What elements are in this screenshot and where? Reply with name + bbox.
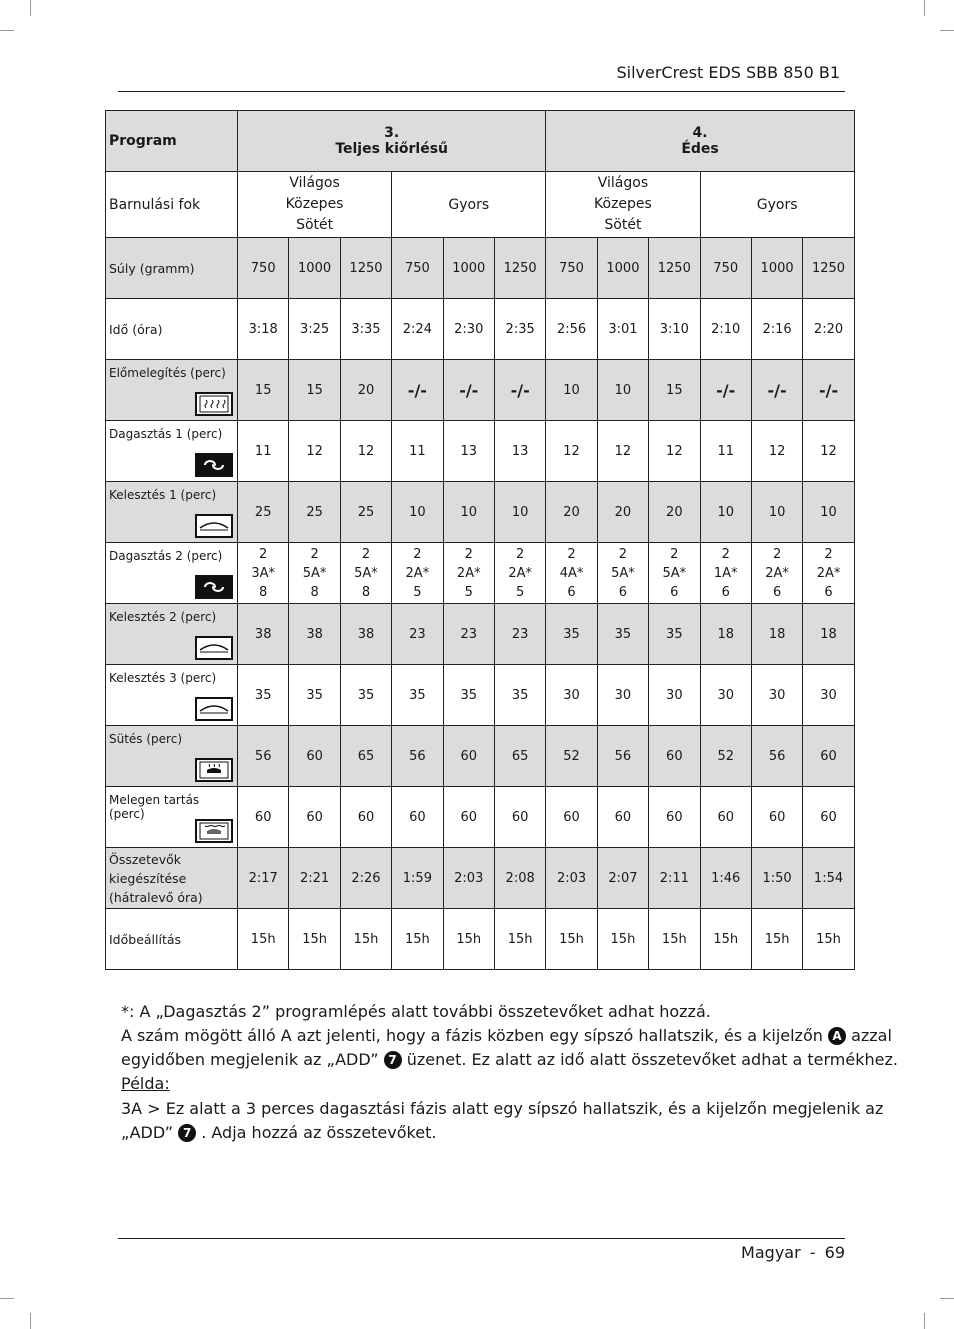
program-table bbox=[105, 110, 855, 970]
rise-icon bbox=[195, 514, 233, 538]
row-label: Idő (óra) bbox=[106, 299, 238, 360]
table-cell: 52 bbox=[546, 726, 597, 787]
table-cell: 2:07 bbox=[597, 848, 648, 909]
table-cell: 35 bbox=[392, 665, 443, 726]
table-cell: 12 bbox=[803, 421, 854, 482]
row-label: Összetevők kiegészítése (hátralevő óra) bbox=[106, 848, 238, 909]
table-cell: 15h bbox=[238, 909, 289, 970]
table-cell: 2 2A* 5 bbox=[392, 543, 443, 604]
table-cell: 52 bbox=[700, 726, 751, 787]
crop-mark bbox=[30, 0, 31, 16]
table-cell: 12 bbox=[340, 421, 391, 482]
table-cell: 30 bbox=[803, 665, 854, 726]
table-cell: 13 bbox=[443, 421, 494, 482]
note-line-3: egyidőben megjelenik az „ADD” 7 üzenet. Ez alatt az idő alatt összetevőket adhat a termékhez. bbox=[121, 1050, 898, 1069]
row-label: Dagasztás 2 (perc) bbox=[106, 543, 238, 604]
table-cell: 18 bbox=[803, 604, 854, 665]
table-cell: 10 bbox=[597, 360, 648, 421]
table-cell: 3:18 bbox=[238, 299, 289, 360]
display-marker-icon: A bbox=[828, 1027, 846, 1045]
row-label: Kelesztés 1 (perc) bbox=[106, 482, 238, 543]
table-cell: 2:30 bbox=[443, 299, 494, 360]
table-cell: 2:35 bbox=[494, 299, 545, 360]
table-cell: 60 bbox=[751, 787, 802, 848]
table-cell: 15 bbox=[289, 360, 340, 421]
page-number: 69 bbox=[824, 1243, 845, 1262]
table-cell: 60 bbox=[546, 787, 597, 848]
table-cell: 15 bbox=[238, 360, 289, 421]
add-marker-icon: 7 bbox=[384, 1051, 402, 1069]
browning-levels: Világos Közepes Sötét bbox=[238, 172, 392, 238]
table-cell: 60 bbox=[803, 787, 854, 848]
footer-rule bbox=[118, 1238, 845, 1239]
crop-mark bbox=[30, 1313, 31, 1329]
table-cell: 15h bbox=[751, 909, 802, 970]
table-cell: 10 bbox=[546, 360, 597, 421]
crop-mark bbox=[924, 0, 925, 16]
table-cell: 23 bbox=[392, 604, 443, 665]
row-label: Súly (gramm) bbox=[106, 238, 238, 299]
table-cell: 1000 bbox=[751, 238, 802, 299]
table-cell: 38 bbox=[340, 604, 391, 665]
table-cell: 11 bbox=[392, 421, 443, 482]
table-cell: 20 bbox=[340, 360, 391, 421]
table-cell: 3:01 bbox=[597, 299, 648, 360]
table-cell: 15h bbox=[392, 909, 443, 970]
table-cell: 1:54 bbox=[803, 848, 854, 909]
footer-language: Magyar bbox=[741, 1243, 801, 1262]
table-cell: 12 bbox=[546, 421, 597, 482]
table-row bbox=[106, 848, 855, 909]
table-cell: 30 bbox=[700, 665, 751, 726]
table-cell: 2 5A* 8 bbox=[340, 543, 391, 604]
table-cell: 35 bbox=[238, 665, 289, 726]
row-label: Előmelegítés (perc) bbox=[106, 360, 238, 421]
table-cell: 2 2A* 5 bbox=[494, 543, 545, 604]
row-label: Kelesztés 2 (perc) bbox=[106, 604, 238, 665]
table-cell: 23 bbox=[443, 604, 494, 665]
browning-label: Barnulási fok bbox=[106, 172, 238, 238]
table-cell: 60 bbox=[443, 787, 494, 848]
table-cell: 1:50 bbox=[751, 848, 802, 909]
table-row bbox=[106, 360, 855, 421]
table-cell: 60 bbox=[649, 787, 700, 848]
table-cell: 2:56 bbox=[546, 299, 597, 360]
table-row bbox=[106, 665, 855, 726]
table-cell: 20 bbox=[649, 482, 700, 543]
note-line-6: „ADD” 7 . Adja hozzá az összetevőket. bbox=[121, 1123, 437, 1142]
table-cell: 25 bbox=[340, 482, 391, 543]
page-footer bbox=[741, 1243, 845, 1262]
table-cell: 10 bbox=[751, 482, 802, 543]
table-cell: -/- bbox=[392, 360, 443, 421]
table-cell: 2:11 bbox=[649, 848, 700, 909]
knead-icon bbox=[195, 575, 233, 599]
knead-icon bbox=[195, 453, 233, 477]
table-cell: 38 bbox=[289, 604, 340, 665]
table-cell: 1250 bbox=[340, 238, 391, 299]
table-cell: 15h bbox=[649, 909, 700, 970]
table-cell: 2 5A* 8 bbox=[289, 543, 340, 604]
table-cell: 2 2A* 6 bbox=[803, 543, 854, 604]
table-cell: 12 bbox=[649, 421, 700, 482]
table-cell: 1250 bbox=[494, 238, 545, 299]
table-cell: 2 5A* 6 bbox=[649, 543, 700, 604]
rise-icon bbox=[195, 636, 233, 660]
table-cell: 750 bbox=[392, 238, 443, 299]
table-cell: 1:59 bbox=[392, 848, 443, 909]
program-label: Program bbox=[106, 111, 238, 172]
row-label: Melegen tartás (perc) bbox=[106, 787, 238, 848]
table-cell: 35 bbox=[546, 604, 597, 665]
table-cell: 56 bbox=[392, 726, 443, 787]
table-cell: 56 bbox=[751, 726, 802, 787]
program-3-header: 3. Teljes kiőrlésű bbox=[238, 111, 546, 172]
table-cell: 2 2A* 6 bbox=[751, 543, 802, 604]
table-cell: 30 bbox=[546, 665, 597, 726]
table-cell: 60 bbox=[700, 787, 751, 848]
table-cell: 60 bbox=[597, 787, 648, 848]
row-label: Kelesztés 3 (perc) bbox=[106, 665, 238, 726]
table-cell: 2 4A* 6 bbox=[546, 543, 597, 604]
note-line-1: *: A „Dagasztás 2” programlépés alatt további összetevőket adhat hozzá. bbox=[121, 1002, 711, 1021]
table-cell: 15h bbox=[546, 909, 597, 970]
table-cell: 35 bbox=[340, 665, 391, 726]
table-cell: 20 bbox=[546, 482, 597, 543]
table-cell: 60 bbox=[340, 787, 391, 848]
table-cell: 18 bbox=[700, 604, 751, 665]
table-cell: 11 bbox=[238, 421, 289, 482]
table-cell: 60 bbox=[494, 787, 545, 848]
table-cell: 2:24 bbox=[392, 299, 443, 360]
table-cell: 30 bbox=[751, 665, 802, 726]
table-cell: 15h bbox=[494, 909, 545, 970]
table-row bbox=[106, 299, 855, 360]
table-cell: 30 bbox=[597, 665, 648, 726]
table-cell: 2:03 bbox=[443, 848, 494, 909]
table-cell: 1000 bbox=[597, 238, 648, 299]
table-row bbox=[106, 726, 855, 787]
table-row bbox=[106, 238, 855, 299]
table-cell: 1:46 bbox=[700, 848, 751, 909]
table-cell: 15h bbox=[803, 909, 854, 970]
crop-mark bbox=[940, 1298, 954, 1299]
page-header-title: SilverCrest EDS SBB 850 B1 bbox=[616, 63, 840, 82]
table-cell: 60 bbox=[238, 787, 289, 848]
table-cell: 35 bbox=[443, 665, 494, 726]
preheat-icon bbox=[195, 392, 233, 416]
table-cell: 35 bbox=[494, 665, 545, 726]
table-cell: 25 bbox=[238, 482, 289, 543]
table-cell: 65 bbox=[340, 726, 391, 787]
row-label: Időbeállítás bbox=[106, 909, 238, 970]
browning-fast: Gyors bbox=[700, 172, 854, 238]
table-cell: 15 bbox=[649, 360, 700, 421]
table-cell: -/- bbox=[803, 360, 854, 421]
table-cell: -/- bbox=[700, 360, 751, 421]
table-cell: 2 1A* 6 bbox=[700, 543, 751, 604]
browning-levels: Világos Közepes Sötét bbox=[546, 172, 700, 238]
table-cell: 10 bbox=[803, 482, 854, 543]
table-cell: 2:26 bbox=[340, 848, 391, 909]
table-cell: 11 bbox=[700, 421, 751, 482]
note-line-2: A szám mögött álló A azt jelenti, hogy a fázis közben egy sípszó hallatszik, és a kijelzőn A azzal bbox=[121, 1026, 892, 1045]
table-cell: 18 bbox=[751, 604, 802, 665]
table-cell: 10 bbox=[700, 482, 751, 543]
table-cell: 30 bbox=[649, 665, 700, 726]
table-cell: 1250 bbox=[803, 238, 854, 299]
table-cell: 2 5A* 6 bbox=[597, 543, 648, 604]
table-cell: 60 bbox=[392, 787, 443, 848]
table-cell: 1000 bbox=[289, 238, 340, 299]
table-cell: 15h bbox=[597, 909, 648, 970]
table-cell: 56 bbox=[597, 726, 648, 787]
rise-icon bbox=[195, 697, 233, 721]
crop-mark bbox=[0, 1298, 14, 1299]
crop-mark bbox=[940, 30, 954, 31]
table-cell: 65 bbox=[494, 726, 545, 787]
table-cell: 1000 bbox=[443, 238, 494, 299]
table-cell: 60 bbox=[803, 726, 854, 787]
note-line-5: 3A > Ez alatt a 3 perces dagasztási fázis alatt egy sípszó hallatszik, és a kijelzőn megjelenik az bbox=[121, 1099, 884, 1118]
table-cell: 15h bbox=[340, 909, 391, 970]
table-cell: 15h bbox=[443, 909, 494, 970]
crop-mark bbox=[924, 1313, 925, 1329]
bake-icon bbox=[195, 758, 233, 782]
table-cell: 12 bbox=[597, 421, 648, 482]
table-cell: 2 2A* 5 bbox=[443, 543, 494, 604]
table-cell: 10 bbox=[392, 482, 443, 543]
add-marker-icon: 7 bbox=[178, 1124, 196, 1142]
table-cell: 35 bbox=[597, 604, 648, 665]
table-cell: -/- bbox=[443, 360, 494, 421]
crop-mark bbox=[0, 30, 14, 31]
table-cell: 12 bbox=[289, 421, 340, 482]
header-rule bbox=[118, 91, 845, 92]
table-cell: 20 bbox=[597, 482, 648, 543]
table-cell: 3:10 bbox=[649, 299, 700, 360]
row-label: Sütés (perc) bbox=[106, 726, 238, 787]
footer-separator: - bbox=[809, 1243, 816, 1262]
table-cell: 2:16 bbox=[751, 299, 802, 360]
table-cell: 56 bbox=[238, 726, 289, 787]
table-cell: 3:25 bbox=[289, 299, 340, 360]
table-cell: 35 bbox=[289, 665, 340, 726]
table-row bbox=[106, 421, 855, 482]
table-cell: 23 bbox=[494, 604, 545, 665]
table-cell: 60 bbox=[649, 726, 700, 787]
table-row bbox=[106, 909, 855, 970]
table-row bbox=[106, 604, 855, 665]
example-label: Példa: bbox=[121, 1074, 170, 1093]
table-cell: 750 bbox=[700, 238, 751, 299]
table-row bbox=[106, 482, 855, 543]
table-cell: 13 bbox=[494, 421, 545, 482]
table-cell: 38 bbox=[238, 604, 289, 665]
table-cell: -/- bbox=[751, 360, 802, 421]
table-cell: 2:10 bbox=[700, 299, 751, 360]
table-cell: 10 bbox=[443, 482, 494, 543]
browning-fast: Gyors bbox=[392, 172, 546, 238]
table-cell: 60 bbox=[443, 726, 494, 787]
row-label: Dagasztás 1 (perc) bbox=[106, 421, 238, 482]
table-cell: 2:17 bbox=[238, 848, 289, 909]
table-cell: 2:21 bbox=[289, 848, 340, 909]
table-cell: 15h bbox=[289, 909, 340, 970]
program-4-header: 4. Édes bbox=[546, 111, 854, 172]
table-cell: 12 bbox=[751, 421, 802, 482]
table-cell: 750 bbox=[238, 238, 289, 299]
table-cell: 60 bbox=[289, 726, 340, 787]
table-cell: 15h bbox=[700, 909, 751, 970]
table-cell: 750 bbox=[546, 238, 597, 299]
table-row bbox=[106, 543, 855, 604]
table-body bbox=[106, 238, 855, 970]
table-cell: 2:08 bbox=[494, 848, 545, 909]
table-cell: 25 bbox=[289, 482, 340, 543]
table-row bbox=[106, 787, 855, 848]
keep-warm-icon bbox=[195, 819, 233, 843]
table-cell: 60 bbox=[289, 787, 340, 848]
table-cell: 2 3A* 8 bbox=[238, 543, 289, 604]
table-cell: 1250 bbox=[649, 238, 700, 299]
table-cell: 35 bbox=[649, 604, 700, 665]
table-cell: -/- bbox=[494, 360, 545, 421]
table-cell: 10 bbox=[494, 482, 545, 543]
table-cell: 2:03 bbox=[546, 848, 597, 909]
table-cell: 2:20 bbox=[803, 299, 854, 360]
table-cell: 3:35 bbox=[340, 299, 391, 360]
